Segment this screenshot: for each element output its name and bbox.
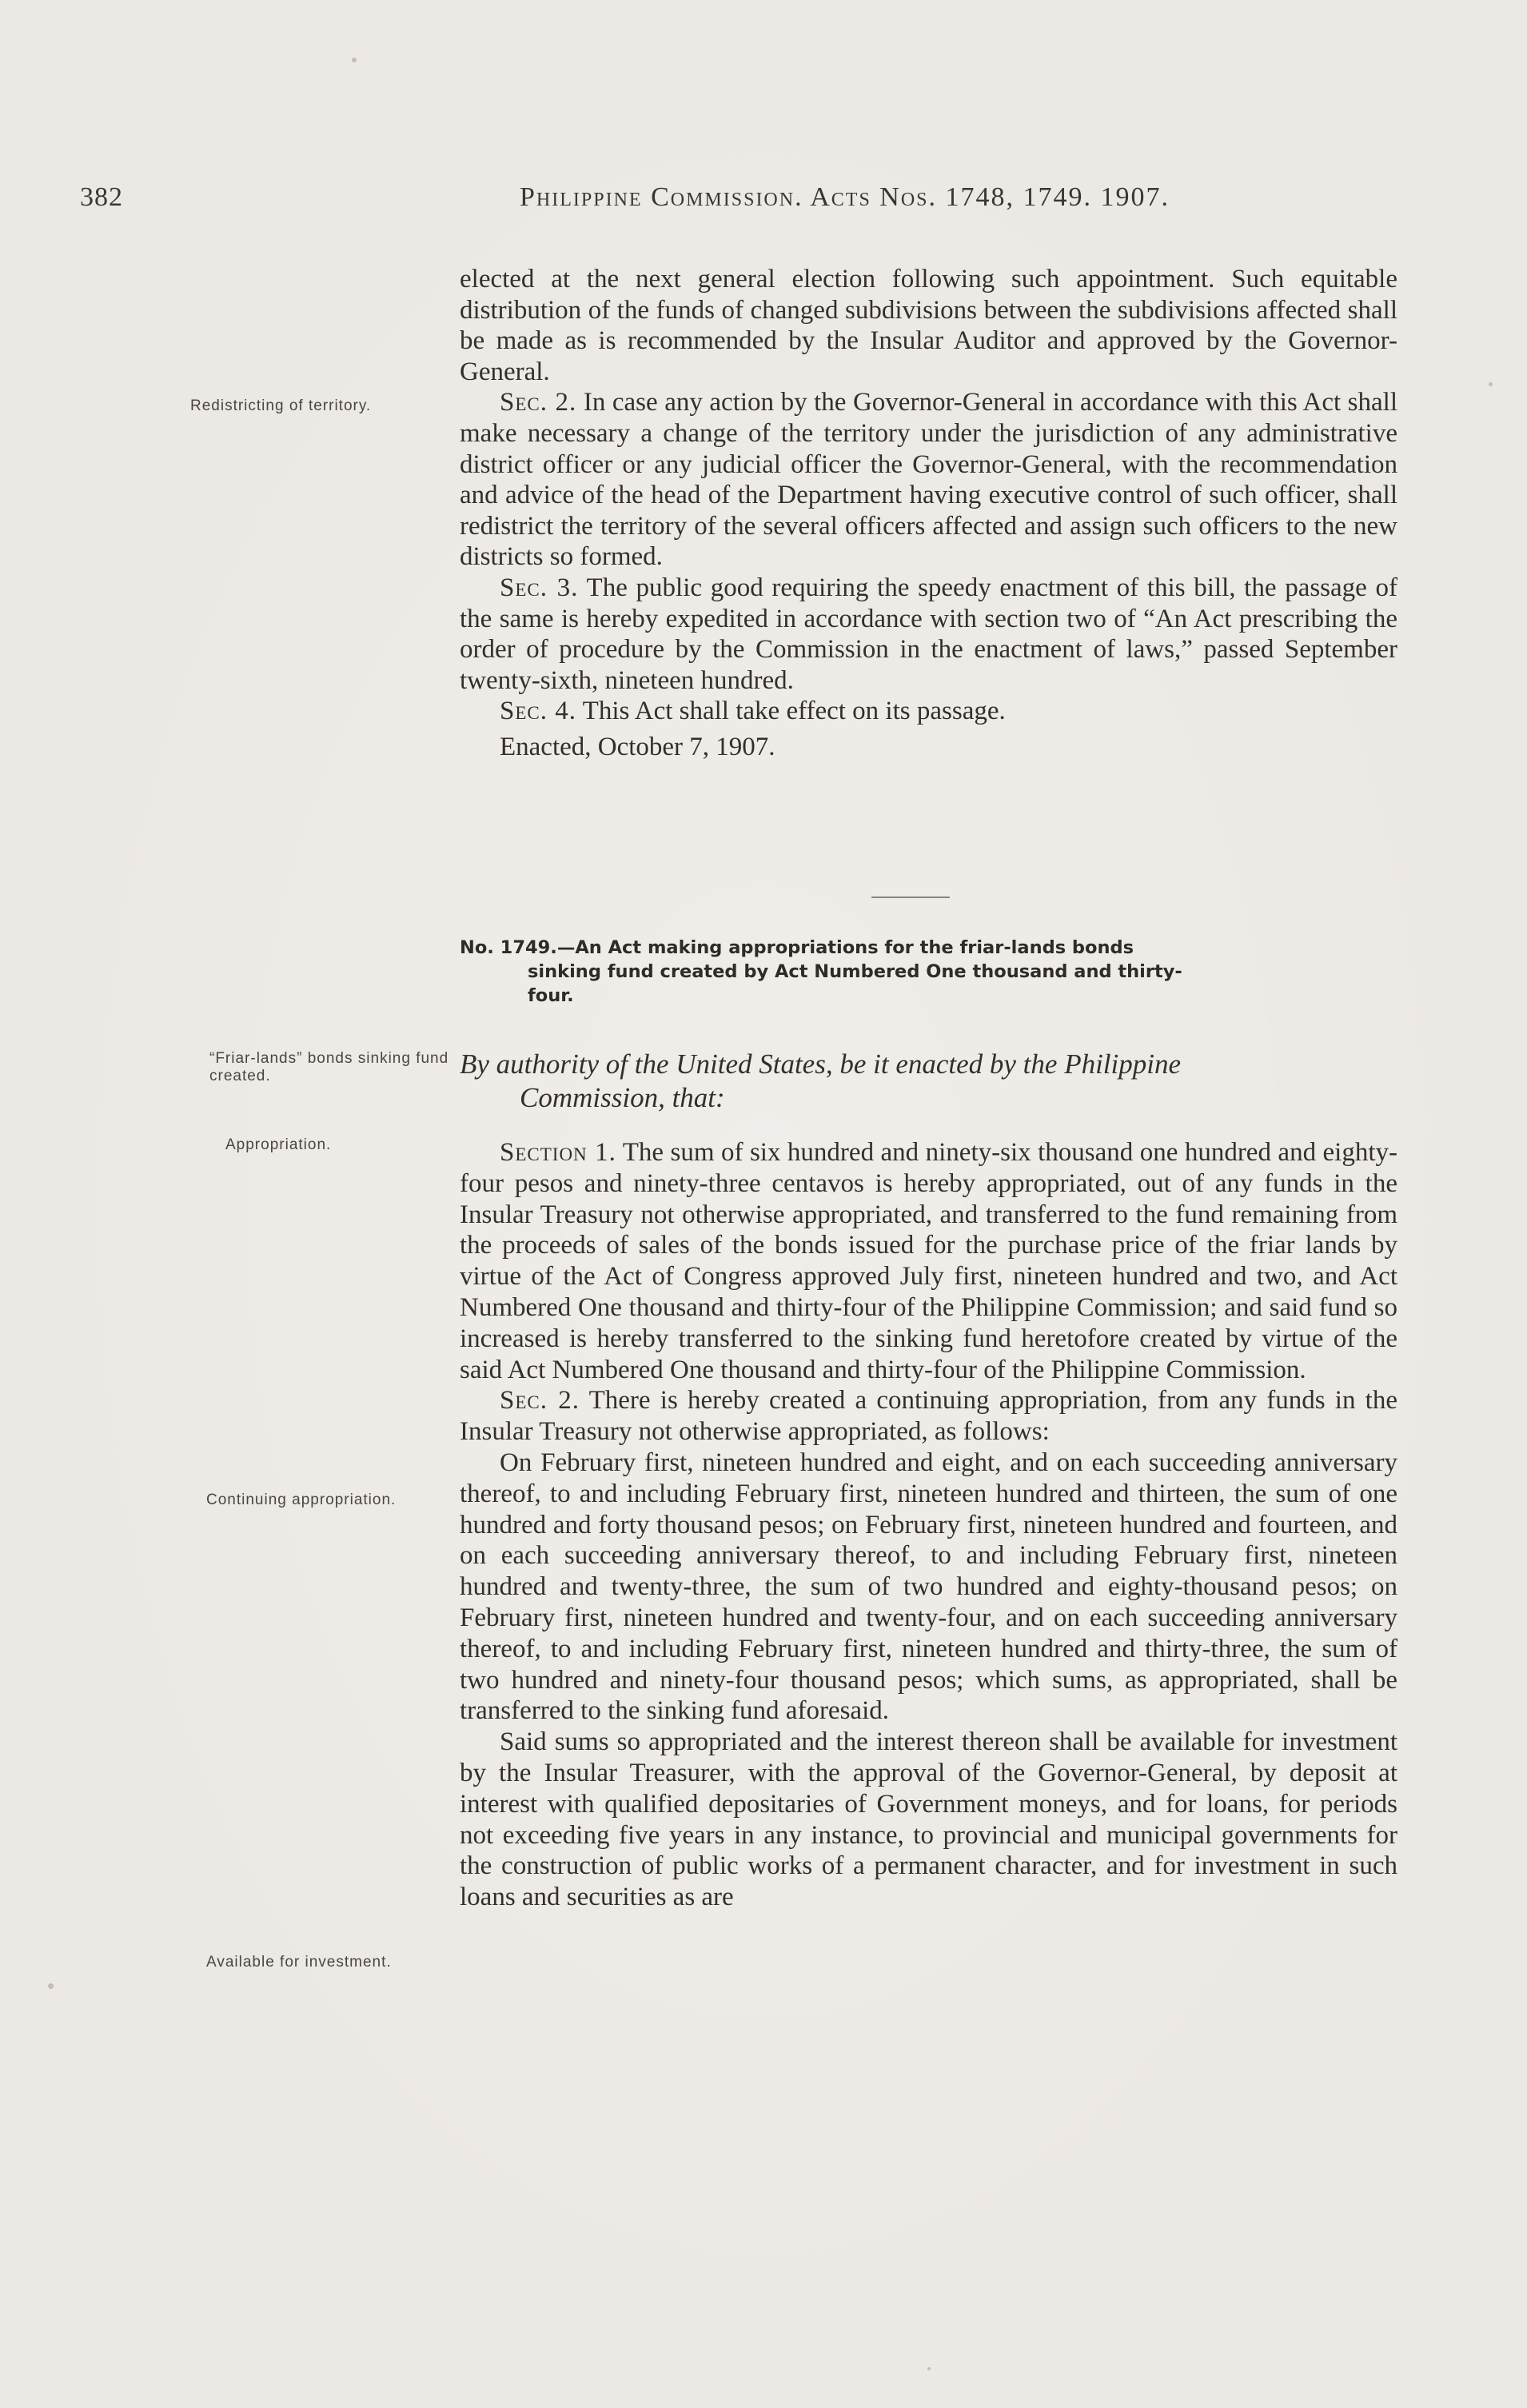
section-text: The public good requiring the speedy enactment of this bill, the passage of the same is hereby expedited in accordance with section two of “An Act prescribing the order of procedure by the Commission in the enactment of laws,” passed September twenty-sixth, nineteen hundred. — [460, 573, 1398, 695]
section-label: Sec. 4. — [500, 697, 576, 726]
act-1749-body — [460, 1137, 1397, 1913]
enacted-date: Enacted, October 7, 1907. — [500, 732, 775, 761]
margin-note-redistricting: Redistricting of territory. — [190, 397, 372, 414]
act-1748-continuation-paragraph: elected at the next general election following such appointment. Such equitable distribution of the funds of changed subdivisions between the subdivisions affected shall be made as is recommended by the Insular Auditor and approved by the Governor-General. — [460, 265, 1397, 386]
page-number: 382 — [80, 182, 123, 212]
section-label: Sec. 3. — [500, 573, 579, 602]
margin-note-appropriation: Appropriation. — [225, 1136, 332, 1153]
scan-speck — [48, 1983, 54, 1989]
investment-paragraph: Said sums so appropriated and the interest thereon shall be available for investment by the Insular Treasurer, with the approval of the Governor-General, by deposit at interest with qualified depositaries of Government moneys, and for loans, for periods not exceeding five years in any instance, to provincial and municipal governments for the construction of public works of a permanent character, and for investment in such loans and securities as are — [460, 1727, 1397, 1912]
act-1748-section-4 — [460, 696, 1397, 727]
act-1748-section-2 — [460, 387, 1397, 573]
margin-note-continuing: Continuing appropriation. — [206, 1492, 397, 1508]
enacting-line: Commission, that: — [520, 1082, 725, 1113]
section-text: The sum of six hundred and ninety-six thousand one hundred and eighty-four pesos and ninety-three centavos is hereby appropriated, out of any funds in the Insular Treasury not otherwise appropriated, and transferred to the fund remaining from the proceeds of sales of the bonds issued for the purchase price of the friar lands by virtue of the Act of Congress approved July first, nineteen hundred and two, and Act Numbered One thousand and thirty-four of the Philippine Commission; and said fund so increased is hereby transferred to the sinking fund heretofore created by virtue of the said Act Numbered One thousand and thirty-four of the Philippine Commission. — [460, 1138, 1397, 1384]
margin-note-available: Available for investment. — [206, 1954, 392, 1971]
scan-speck — [927, 2367, 931, 2370]
margin-note-friar-lands: “Friar-lands” bonds sinking fund created. — [209, 1050, 449, 1084]
schedule-paragraph: On February first, nineteen hundred and eight, and on each succeeding anniversary thereof, to and including February first, nineteen hundred and thirteen, the sum of one hundred and forty thousand pesos; on February first, nineteen hundred and fourteen, and on each succeeding anniversary thereof, to and including February first, nineteen hundred and twenty-three, the sum of two hundred and eighty-thousand pesos; on February first, nineteen hundred and twenty-four, and on each succeeding anniversary thereof, to and including February first, nineteen hundred and thirty-three, the sum of two hundred and ninety-four thousand pesos; which sums, as appropriated, shall be transferred to the sinking fund aforesaid. — [460, 1448, 1397, 1726]
section-text: In case any action by the Governor-General in accordance with this Act shall make necessary a change of the territory under the jurisdiction of any administrative district officer or any judicial officer the Governor-General, with the recommendation and advice of the head of the Department having executive control of such officer, shall redistrict the territory of the several officers affected and assign such officers to the new districts so formed. — [460, 388, 1398, 572]
enacting-clause — [460, 1048, 1403, 1115]
running-head: Philippine Commission. Acts Nos. 1748, 1749. 1907. — [520, 182, 1170, 212]
section-text: There is hereby created a continuing appropriation, from any funds in the Insular Treasury not otherwise appropriated, as follows: — [460, 1386, 1397, 1447]
section-label: Section 1. — [500, 1138, 616, 1167]
enacting-line: By authority of the United States, be it enacted by the Philippine — [460, 1048, 1182, 1080]
section-label: Sec. 2. — [500, 1386, 580, 1416]
act-heading-line: four. — [528, 985, 574, 1006]
act-1749-section-2 — [460, 1385, 1397, 1448]
act-1748-section-3 — [460, 573, 1397, 696]
act-1748-body — [460, 264, 1397, 763]
act-heading-line: No. 1749.—An Act making appropriations for the friar-lands bonds — [460, 937, 1134, 958]
scan-speck — [1489, 382, 1493, 386]
act-1749-section-1 — [460, 1137, 1397, 1385]
section-text: This Act shall take effect on its passage. — [582, 697, 1006, 726]
act-1749-heading — [460, 936, 1403, 1008]
act-heading-line: sinking fund created by Act Numbered One thousand and thirty- — [528, 961, 1182, 982]
page-header — [80, 182, 1375, 222]
scan-speck — [352, 58, 357, 62]
section-label: Sec. 2. — [500, 388, 577, 417]
section-divider — [871, 897, 950, 898]
